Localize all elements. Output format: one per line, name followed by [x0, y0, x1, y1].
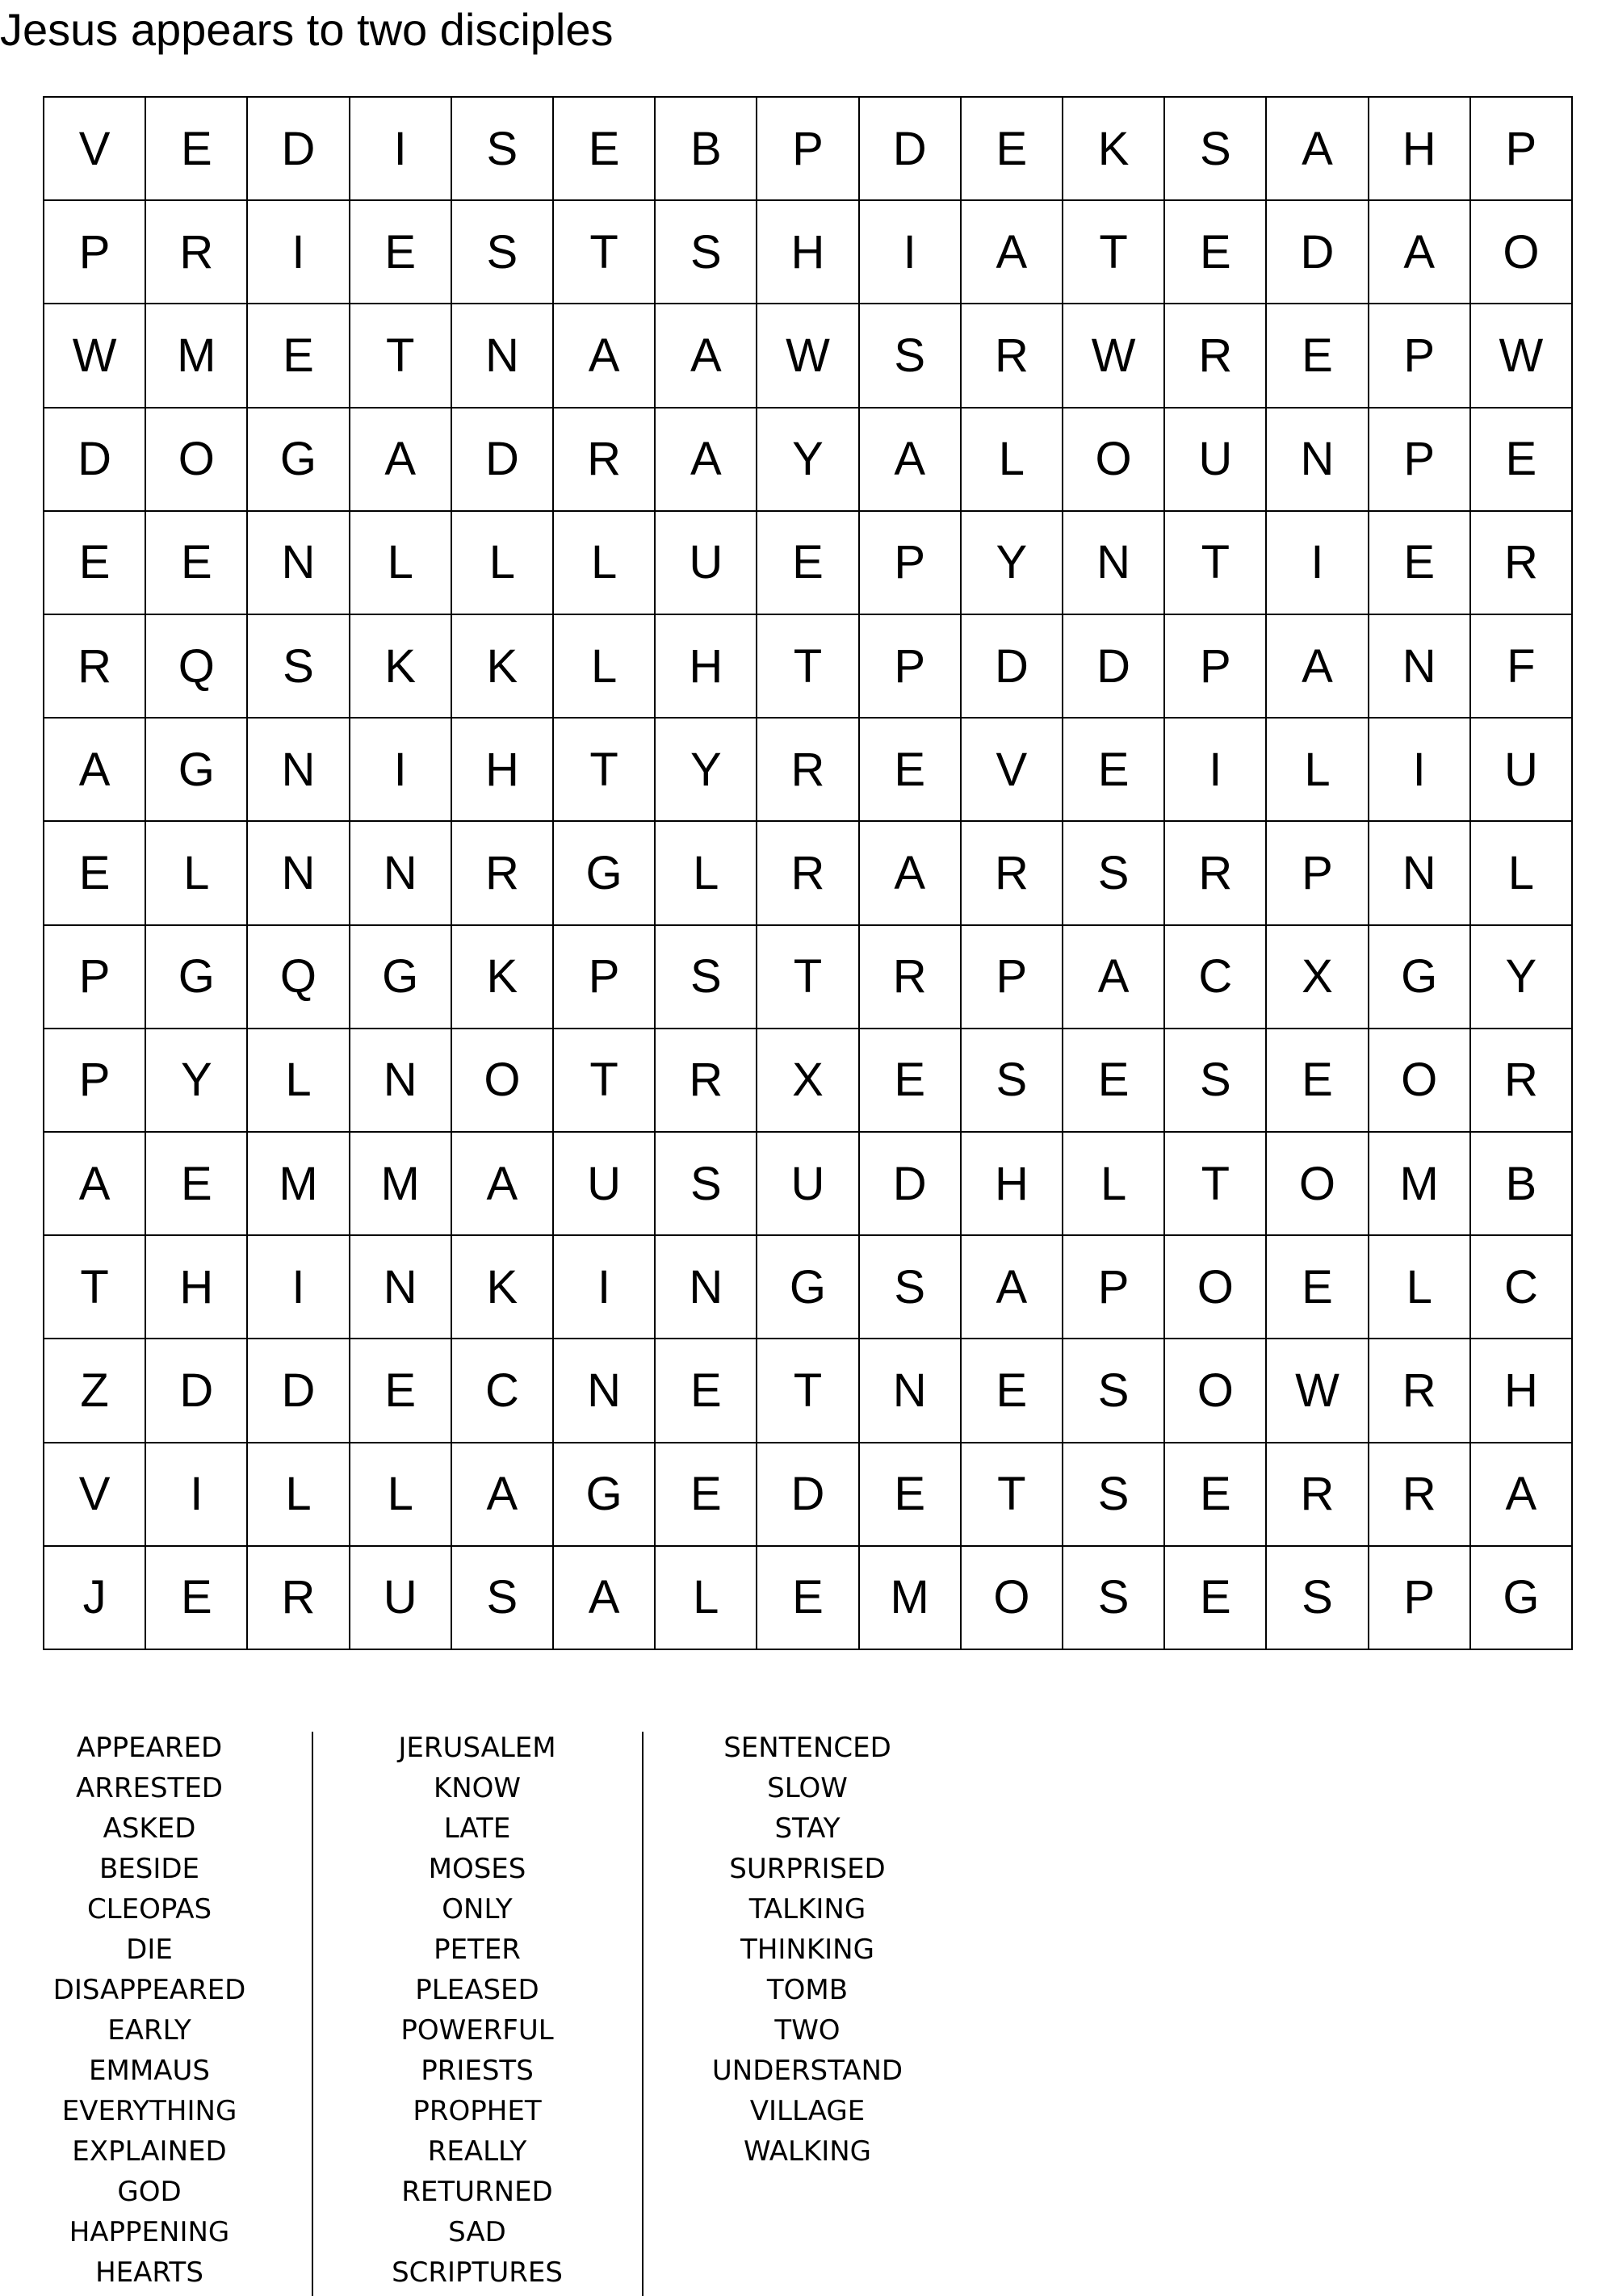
- grid-cell[interactable]: Y: [1471, 926, 1573, 1029]
- grid-cell[interactable]: D: [757, 1443, 859, 1547]
- word-list-item: ONLY: [442, 1893, 513, 1925]
- word-list-item: PLEASED: [415, 1974, 539, 2006]
- grid-cell[interactable]: G: [554, 1443, 656, 1547]
- word-list-item: WALKING: [743, 2135, 872, 2168]
- grid-cell[interactable]: R: [1471, 1029, 1573, 1133]
- grid-cell[interactable]: O: [1267, 1133, 1369, 1236]
- grid-cell[interactable]: E: [350, 1339, 452, 1443]
- grid-cell[interactable]: N: [1369, 822, 1471, 925]
- grid-cell[interactable]: E: [757, 1547, 859, 1650]
- grid-cell[interactable]: E: [1369, 512, 1471, 615]
- word-list-item: PRIESTS: [421, 2055, 534, 2087]
- grid-cell[interactable]: A: [1063, 926, 1165, 1029]
- grid-cell[interactable]: M: [146, 304, 248, 408]
- grid-cell[interactable]: I: [1165, 719, 1267, 822]
- grid-cell[interactable]: R: [1369, 1443, 1471, 1547]
- grid-cell[interactable]: S: [860, 1236, 962, 1339]
- grid-cell[interactable]: L: [656, 822, 757, 925]
- grid-cell[interactable]: O: [1369, 1029, 1471, 1133]
- grid-cell[interactable]: E: [350, 201, 452, 304]
- word-list-divider: [642, 1732, 644, 2296]
- grid-cell[interactable]: T: [44, 1236, 146, 1339]
- grid-cell[interactable]: S: [656, 201, 757, 304]
- grid-cell[interactable]: E: [1063, 1029, 1165, 1133]
- grid-cell[interactable]: R: [860, 926, 962, 1029]
- grid-cell[interactable]: X: [1267, 926, 1369, 1029]
- grid-cell[interactable]: R: [962, 304, 1063, 408]
- grid-cell[interactable]: S: [1063, 1443, 1165, 1547]
- grid-cell[interactable]: T: [1063, 201, 1165, 304]
- grid-cell[interactable]: P: [962, 926, 1063, 1029]
- grid-cell[interactable]: P: [44, 1029, 146, 1133]
- grid-cell[interactable]: N: [350, 1236, 452, 1339]
- grid-cell[interactable]: S: [1063, 1339, 1165, 1443]
- grid-cell[interactable]: T: [962, 1443, 1063, 1547]
- word-list-item: EVERYTHING: [61, 2095, 237, 2127]
- word-list-item: BESIDE: [99, 1853, 200, 1885]
- word-list-item: STAY: [774, 1812, 841, 1845]
- grid-cell[interactable]: E: [962, 1339, 1063, 1443]
- grid-cell[interactable]: A: [44, 1133, 146, 1236]
- grid-cell[interactable]: R: [1165, 822, 1267, 925]
- word-list-item: REALLY: [427, 2135, 527, 2168]
- grid-cell[interactable]: C: [1165, 926, 1267, 1029]
- grid-cell[interactable]: A: [452, 1133, 554, 1236]
- grid-cell[interactable]: S: [1165, 98, 1267, 201]
- grid-cell[interactable]: A: [656, 409, 757, 512]
- grid-cell[interactable]: O: [1165, 1339, 1267, 1443]
- word-list-column-1: [32, 1728, 266, 2293]
- grid-cell[interactable]: M: [860, 1547, 962, 1650]
- grid-cell[interactable]: O: [1165, 1236, 1267, 1339]
- grid-cell[interactable]: Z: [44, 1339, 146, 1443]
- grid-cell[interactable]: E: [146, 512, 248, 615]
- grid-cell[interactable]: Q: [146, 615, 248, 719]
- grid-cell[interactable]: O: [146, 409, 248, 512]
- grid-cell[interactable]: T: [554, 201, 656, 304]
- letter-grid: [43, 96, 1573, 1650]
- grid-cell[interactable]: N: [1063, 512, 1165, 615]
- grid-cell[interactable]: D: [962, 615, 1063, 719]
- word-list-item: HAPPENING: [69, 2216, 230, 2248]
- grid-cell[interactable]: E: [1165, 1443, 1267, 1547]
- grid-cell[interactable]: S: [452, 201, 554, 304]
- grid-cell[interactable]: R: [1267, 1443, 1369, 1547]
- grid-cell[interactable]: A: [962, 1236, 1063, 1339]
- grid-cell[interactable]: E: [146, 1547, 248, 1650]
- grid-cell[interactable]: T: [554, 1029, 656, 1133]
- grid-cell[interactable]: R: [1369, 1339, 1471, 1443]
- grid-cell[interactable]: G: [350, 926, 452, 1029]
- word-list-column-3: [686, 1728, 929, 2172]
- grid-cell[interactable]: E: [860, 719, 962, 822]
- grid-cell[interactable]: A: [554, 1547, 656, 1650]
- grid-cell[interactable]: D: [452, 409, 554, 512]
- grid-cell[interactable]: K: [350, 615, 452, 719]
- grid-cell[interactable]: R: [146, 201, 248, 304]
- grid-cell[interactable]: X: [757, 1029, 859, 1133]
- grid-cell[interactable]: S: [860, 304, 962, 408]
- grid-cell[interactable]: L: [1369, 1236, 1471, 1339]
- grid-cell[interactable]: V: [44, 1443, 146, 1547]
- grid-cell[interactable]: P: [1267, 822, 1369, 925]
- grid-cell[interactable]: E: [1267, 304, 1369, 408]
- grid-cell[interactable]: Y: [757, 409, 859, 512]
- grid-cell[interactable]: P: [554, 926, 656, 1029]
- grid-cell[interactable]: G: [1369, 926, 1471, 1029]
- grid-cell[interactable]: R: [248, 1547, 350, 1650]
- grid-cell[interactable]: I: [350, 719, 452, 822]
- grid-cell[interactable]: D: [248, 1339, 350, 1443]
- word-list-item: MOSES: [428, 1853, 526, 1885]
- word-list-item: SCRIPTURES: [392, 2256, 563, 2289]
- grid-cell[interactable]: L: [452, 512, 554, 615]
- grid-cell[interactable]: D: [1267, 201, 1369, 304]
- grid-cell[interactable]: I: [248, 201, 350, 304]
- word-list-item: TALKING: [748, 1893, 866, 1925]
- grid-cell[interactable]: S: [656, 1133, 757, 1236]
- grid-cell[interactable]: A: [1267, 98, 1369, 201]
- grid-cell[interactable]: E: [146, 98, 248, 201]
- grid-cell[interactable]: S: [656, 926, 757, 1029]
- grid-cell[interactable]: E: [1165, 201, 1267, 304]
- word-list-item: PETER: [434, 1934, 521, 1966]
- grid-cell[interactable]: K: [452, 926, 554, 1029]
- grid-cell[interactable]: E: [757, 512, 859, 615]
- grid-cell[interactable]: N: [554, 1339, 656, 1443]
- grid-cell[interactable]: N: [248, 719, 350, 822]
- grid-cell[interactable]: E: [248, 304, 350, 408]
- grid-cell[interactable]: G: [146, 719, 248, 822]
- grid-cell[interactable]: D: [860, 98, 962, 201]
- word-list-item: VILLAGE: [749, 2095, 866, 2127]
- grid-cell[interactable]: T: [757, 1339, 859, 1443]
- grid-cell[interactable]: Y: [146, 1029, 248, 1133]
- grid-cell[interactable]: A: [1267, 615, 1369, 719]
- grid-cell[interactable]: T: [757, 926, 859, 1029]
- grid-cell[interactable]: E: [1165, 1547, 1267, 1650]
- grid-cell[interactable]: N: [248, 822, 350, 925]
- word-list-item: THINKING: [740, 1934, 874, 1966]
- word-list-item: DISAPPEARED: [52, 1974, 246, 2006]
- word-list-item: CLEOPAS: [86, 1893, 212, 1925]
- grid-cell[interactable]: P: [860, 512, 962, 615]
- grid-cell[interactable]: R: [452, 822, 554, 925]
- grid-cell[interactable]: C: [452, 1339, 554, 1443]
- grid-cell[interactable]: U: [554, 1133, 656, 1236]
- word-list-item: SURPRISED: [729, 1853, 886, 1885]
- grid-cell[interactable]: L: [248, 1443, 350, 1547]
- grid-cell[interactable]: H: [757, 201, 859, 304]
- grid-cell[interactable]: T: [554, 719, 656, 822]
- grid-cell[interactable]: A: [656, 304, 757, 408]
- grid-cell[interactable]: N: [248, 512, 350, 615]
- grid-cell[interactable]: G: [146, 926, 248, 1029]
- grid-cell[interactable]: P: [1471, 98, 1573, 201]
- grid-cell[interactable]: G: [554, 822, 656, 925]
- grid-cell[interactable]: L: [1471, 822, 1573, 925]
- grid-cell[interactable]: S: [1165, 1029, 1267, 1133]
- grid-cell[interactable]: R: [757, 822, 859, 925]
- grid-cell[interactable]: T: [757, 615, 859, 719]
- word-list-item: PROPHET: [413, 2095, 542, 2127]
- grid-cell[interactable]: E: [860, 1029, 962, 1133]
- grid-cell[interactable]: L: [1063, 1133, 1165, 1236]
- grid-cell[interactable]: I: [860, 201, 962, 304]
- grid-cell[interactable]: P: [1369, 304, 1471, 408]
- grid-cell[interactable]: E: [656, 1443, 757, 1547]
- grid-cell[interactable]: B: [1471, 1133, 1573, 1236]
- grid-cell[interactable]: H: [656, 615, 757, 719]
- grid-cell[interactable]: L: [248, 1029, 350, 1133]
- grid-cell[interactable]: N: [452, 304, 554, 408]
- word-list-item: EARLY: [107, 2014, 191, 2047]
- word-list-divider: [312, 1732, 313, 2296]
- grid-cell[interactable]: H: [452, 719, 554, 822]
- grid-cell[interactable]: N: [1369, 615, 1471, 719]
- grid-cell[interactable]: A: [860, 822, 962, 925]
- grid-cell[interactable]: T: [350, 304, 452, 408]
- grid-cell[interactable]: R: [757, 719, 859, 822]
- word-list-item: EMMAUS: [89, 2055, 210, 2087]
- grid-cell[interactable]: L: [1267, 719, 1369, 822]
- grid-cell[interactable]: M: [248, 1133, 350, 1236]
- grid-cell[interactable]: D: [146, 1339, 248, 1443]
- grid-cell[interactable]: I: [350, 98, 452, 201]
- grid-cell[interactable]: O: [452, 1029, 554, 1133]
- grid-cell[interactable]: V: [44, 98, 146, 201]
- grid-cell[interactable]: A: [452, 1443, 554, 1547]
- grid-cell[interactable]: U: [1165, 409, 1267, 512]
- grid-cell[interactable]: O: [1063, 409, 1165, 512]
- grid-cell[interactable]: H: [1471, 1339, 1573, 1443]
- grid-cell[interactable]: I: [146, 1443, 248, 1547]
- grid-cell[interactable]: A: [350, 409, 452, 512]
- grid-cell[interactable]: S: [1063, 822, 1165, 925]
- grid-cell[interactable]: S: [1267, 1547, 1369, 1650]
- grid-cell[interactable]: S: [248, 615, 350, 719]
- grid-cell[interactable]: F: [1471, 615, 1573, 719]
- grid-cell[interactable]: U: [656, 512, 757, 615]
- word-list-item: ASKED: [103, 1812, 196, 1845]
- grid-cell[interactable]: N: [656, 1236, 757, 1339]
- word-list-item: JERUSALEM: [398, 1732, 556, 1764]
- grid-cell[interactable]: M: [1369, 1133, 1471, 1236]
- grid-cell[interactable]: L: [554, 615, 656, 719]
- word-list-item: SENTENCED: [723, 1732, 891, 1764]
- grid-cell[interactable]: L: [350, 1443, 452, 1547]
- grid-cell[interactable]: R: [962, 822, 1063, 925]
- grid-cell[interactable]: W: [1471, 304, 1573, 408]
- grid-cell[interactable]: P: [44, 926, 146, 1029]
- grid-cell[interactable]: I: [248, 1236, 350, 1339]
- grid-cell[interactable]: W: [1267, 1339, 1369, 1443]
- grid-cell[interactable]: G: [757, 1236, 859, 1339]
- grid-cell[interactable]: P: [1369, 409, 1471, 512]
- grid-cell[interactable]: D: [1063, 615, 1165, 719]
- word-list-item: GOD: [117, 2176, 182, 2208]
- grid-cell[interactable]: E: [1471, 409, 1573, 512]
- grid-cell[interactable]: O: [962, 1547, 1063, 1650]
- grid-cell[interactable]: N: [350, 822, 452, 925]
- word-list-item: POWERFUL: [400, 2014, 554, 2047]
- grid-cell[interactable]: U: [350, 1547, 452, 1650]
- grid-cell[interactable]: L: [350, 512, 452, 615]
- grid-cell[interactable]: W: [1063, 304, 1165, 408]
- grid-cell[interactable]: R: [44, 615, 146, 719]
- grid-cell[interactable]: A: [1369, 201, 1471, 304]
- grid-cell[interactable]: H: [962, 1133, 1063, 1236]
- grid-cell[interactable]: E: [1063, 719, 1165, 822]
- grid-cell[interactable]: O: [1471, 201, 1573, 304]
- grid-cell[interactable]: E: [44, 512, 146, 615]
- grid-cell[interactable]: C: [1471, 1236, 1573, 1339]
- grid-cell[interactable]: E: [146, 1133, 248, 1236]
- grid-cell[interactable]: R: [1165, 304, 1267, 408]
- grid-cell[interactable]: A: [554, 304, 656, 408]
- grid-cell[interactable]: E: [860, 1443, 962, 1547]
- grid-cell[interactable]: U: [1471, 719, 1573, 822]
- grid-cell[interactable]: D: [44, 409, 146, 512]
- grid-cell[interactable]: K: [1063, 98, 1165, 201]
- grid-cell[interactable]: P: [1165, 615, 1267, 719]
- grid-cell[interactable]: R: [656, 1029, 757, 1133]
- grid-cell[interactable]: A: [44, 719, 146, 822]
- word-list-item: UNDERSTAND: [711, 2055, 903, 2087]
- grid-cell[interactable]: M: [350, 1133, 452, 1236]
- grid-cell[interactable]: S: [452, 98, 554, 201]
- grid-cell[interactable]: P: [860, 615, 962, 719]
- grid-cell[interactable]: E: [1267, 1236, 1369, 1339]
- word-list-item: KNOW: [433, 1772, 522, 1804]
- grid-cell[interactable]: N: [860, 1339, 962, 1443]
- grid-cell[interactable]: S: [452, 1547, 554, 1650]
- grid-cell[interactable]: B: [656, 98, 757, 201]
- grid-cell[interactable]: I: [1369, 719, 1471, 822]
- grid-cell[interactable]: D: [248, 98, 350, 201]
- grid-cell[interactable]: E: [656, 1339, 757, 1443]
- word-list-item: SAD: [448, 2216, 506, 2248]
- grid-cell[interactable]: P: [1369, 1547, 1471, 1650]
- word-list-item: TOMB: [766, 1974, 849, 2006]
- word-list-item: EXPLAINED: [72, 2135, 227, 2168]
- grid-cell[interactable]: E: [554, 98, 656, 201]
- grid-cell[interactable]: L: [962, 409, 1063, 512]
- grid-cell[interactable]: L: [554, 512, 656, 615]
- grid-cell[interactable]: L: [146, 822, 248, 925]
- grid-cell[interactable]: N: [350, 1029, 452, 1133]
- grid-cell[interactable]: A: [1471, 1443, 1573, 1547]
- grid-cell[interactable]: E: [962, 98, 1063, 201]
- grid-cell[interactable]: P: [1063, 1236, 1165, 1339]
- grid-cell[interactable]: W: [44, 304, 146, 408]
- grid-cell[interactable]: T: [1165, 512, 1267, 615]
- grid-cell[interactable]: E: [44, 822, 146, 925]
- grid-cell[interactable]: N: [1267, 409, 1369, 512]
- grid-cell[interactable]: H: [146, 1236, 248, 1339]
- grid-cell[interactable]: L: [656, 1547, 757, 1650]
- grid-cell[interactable]: V: [962, 719, 1063, 822]
- grid-cell[interactable]: G: [1471, 1547, 1573, 1650]
- grid-cell[interactable]: Q: [248, 926, 350, 1029]
- word-list-item: ARRESTED: [75, 1772, 223, 1804]
- word-list-item: DIE: [126, 1934, 173, 1966]
- grid-cell[interactable]: I: [554, 1236, 656, 1339]
- puzzle-title: Jesus appears to two disciples: [0, 4, 614, 55]
- grid-cell[interactable]: S: [1063, 1547, 1165, 1650]
- grid-cell[interactable]: E: [1267, 1029, 1369, 1133]
- grid-cell[interactable]: D: [860, 1133, 962, 1236]
- grid-cell[interactable]: G: [248, 409, 350, 512]
- grid-cell[interactable]: I: [1267, 512, 1369, 615]
- grid-cell[interactable]: K: [452, 1236, 554, 1339]
- word-list-item: TWO: [774, 2014, 841, 2047]
- grid-cell[interactable]: Y: [962, 512, 1063, 615]
- grid-cell[interactable]: R: [1471, 512, 1573, 615]
- grid-cell[interactable]: T: [1165, 1133, 1267, 1236]
- grid-cell[interactable]: H: [1369, 98, 1471, 201]
- word-list-item: APPEARED: [76, 1732, 223, 1764]
- grid-cell[interactable]: K: [452, 615, 554, 719]
- word-list-item: LATE: [443, 1812, 511, 1845]
- grid-cell[interactable]: J: [44, 1547, 146, 1650]
- word-list-column-2: [352, 1728, 602, 2293]
- grid-cell[interactable]: A: [962, 201, 1063, 304]
- grid-cell[interactable]: U: [757, 1133, 859, 1236]
- word-list-item: RETURNED: [401, 2176, 553, 2208]
- grid-cell[interactable]: P: [44, 201, 146, 304]
- grid-cell[interactable]: W: [757, 304, 859, 408]
- grid-cell[interactable]: S: [962, 1029, 1063, 1133]
- grid-cell[interactable]: R: [554, 409, 656, 512]
- word-list-item: HEARTS: [95, 2256, 203, 2289]
- grid-cell[interactable]: Y: [656, 719, 757, 822]
- grid-cell[interactable]: P: [757, 98, 859, 201]
- grid-cell[interactable]: A: [860, 409, 962, 512]
- word-list-item: SLOW: [767, 1772, 848, 1804]
